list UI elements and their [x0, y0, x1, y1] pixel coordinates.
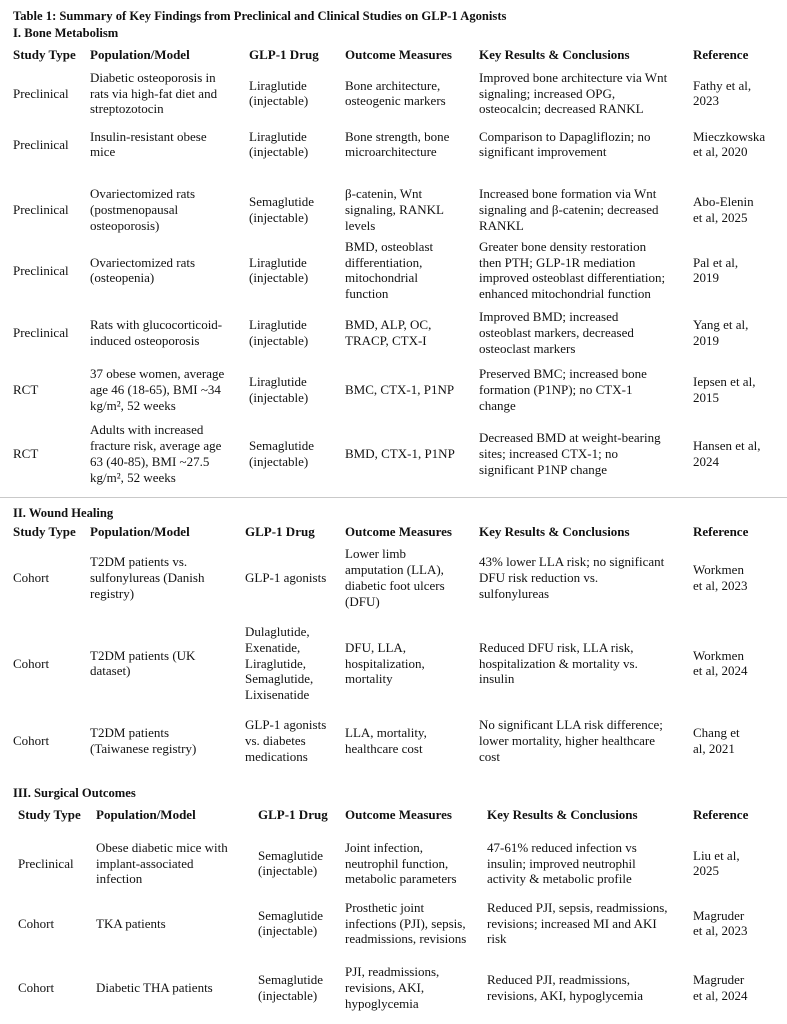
cell-results — [487, 972, 643, 1004]
cell-line: infections (PJI), sepsis, — [345, 915, 466, 931]
cell-line: mitochondrial — [345, 270, 418, 286]
cell-line: vs. diabetes — [245, 733, 306, 749]
cell-line: sites; increased CTX-1; no — [479, 446, 618, 462]
cell-population — [90, 255, 195, 287]
cell-population — [90, 70, 217, 117]
column-header-reference: Reference — [693, 47, 749, 62]
cell-line: Semaglutide — [258, 907, 323, 923]
cell-reference — [693, 438, 761, 470]
cell-drug — [249, 129, 308, 161]
cell-line: Semaglutide, — [245, 671, 314, 687]
cell-reference — [693, 648, 748, 680]
cell-line: Abo-Elenin — [693, 194, 754, 210]
cell-line: Mieczkowska — [693, 128, 766, 144]
cell-line: DFU risk reduction vs. — [479, 570, 599, 586]
cell-line: revisions, AKI, hypoglycemia — [487, 987, 643, 1003]
column-header-outcomes: Outcome Measures — [345, 807, 452, 822]
cell-line: (injectable) — [249, 144, 309, 160]
cell-line: Liraglutide — [249, 374, 307, 390]
cell-line: Dulaglutide, — [245, 624, 310, 639]
cell-outcomes — [345, 446, 455, 462]
cell-reference — [693, 78, 751, 110]
cell-line: neutrophil function, — [345, 855, 449, 871]
cell-line: Fathy et al, — [693, 77, 752, 93]
cell-drug — [245, 570, 326, 586]
cell-line: 2019 — [693, 270, 719, 286]
cell-study-type — [13, 733, 49, 749]
cell-line: Pal et al, — [693, 254, 739, 270]
cell-population — [96, 840, 228, 887]
column-header-population: Population/Model — [96, 807, 196, 822]
cell-outcomes — [345, 78, 446, 110]
cell-reference — [693, 562, 748, 594]
cell-line: Chang et — [693, 725, 740, 741]
cell-line: et al, 2020 — [693, 144, 748, 160]
cell-line: Cohort — [13, 733, 50, 749]
cell-line: Liraglutide, — [245, 655, 307, 671]
cell-line: Comparison to Dapagliflozin; no — [479, 128, 651, 144]
cell-line: osteoporosis) — [90, 217, 160, 233]
cell-line: Preclinical — [13, 136, 69, 152]
cell-line: 2015 — [693, 389, 719, 405]
cell-study-type — [13, 202, 69, 218]
cell-line: activity & metabolic profile — [487, 871, 632, 887]
cell-line: Liraglutide — [249, 317, 307, 333]
cell-line: sulfonylureas — [479, 585, 550, 601]
cell-study-type — [13, 325, 69, 341]
cell-line: Liraglutide — [249, 77, 307, 93]
cell-line: rats via high-fat diet and — [90, 85, 218, 101]
cell-line: Semaglutide — [249, 194, 314, 210]
cell-line: function — [345, 286, 389, 302]
column-header-drug: GLP-1 Drug — [249, 47, 319, 62]
column-header-study-type: Study Type — [18, 807, 81, 822]
cell-line: BMD, CTX-1, P1NP — [345, 446, 455, 462]
cell-line: et al, 2023 — [693, 923, 748, 939]
cell-line: (injectable) — [258, 987, 318, 1003]
cell-line: T2DM patients vs. — [90, 554, 188, 570]
cell-line: TKA patients — [96, 915, 166, 931]
cell-line: Liu et al, — [693, 847, 740, 863]
cell-results — [479, 717, 663, 764]
cell-results — [487, 900, 668, 947]
cell-drug — [245, 717, 326, 764]
cell-line: (osteopenia) — [90, 270, 155, 286]
cell-line: (injectable) — [249, 389, 309, 405]
cell-line: 63 (40-85), BMI ~27.5 — [90, 453, 210, 469]
cell-line: Liraglutide — [249, 128, 307, 144]
cell-line: Reduced PJI, readmissions, — [487, 972, 630, 988]
cell-drug — [249, 255, 308, 287]
cell-line: 43% lower LLA risk; no significant — [479, 554, 665, 570]
cell-line: Cohort — [13, 655, 50, 671]
cell-line: signaling, RANKL — [345, 202, 444, 218]
cell-line: age 46 (18-65), BMI ~34 — [90, 382, 221, 398]
cell-population — [96, 980, 213, 996]
cell-line: Rats with glucocorticoid- — [90, 317, 223, 333]
cell-line: diabetic foot ulcers — [345, 577, 445, 593]
cell-population — [90, 186, 195, 233]
cell-line: No significant LLA risk difference; — [479, 717, 663, 733]
cell-line: osteoblast markers, decreased — [479, 325, 634, 341]
cell-line: Diabetic THA patients — [96, 980, 213, 996]
cell-population — [90, 129, 207, 161]
cell-drug — [249, 317, 308, 349]
cell-line: Preclinical — [18, 855, 74, 871]
cell-line: Obese diabetic mice with — [96, 839, 228, 855]
cell-line: 2019 — [693, 332, 719, 348]
cell-study-type — [18, 980, 54, 996]
cell-line: hypoglycemia — [345, 995, 419, 1011]
cell-line: medications — [245, 748, 308, 764]
cell-line: microarchitecture — [345, 144, 437, 160]
cell-line: Reduced DFU risk, LLA risk, — [479, 639, 634, 655]
cell-line: cost — [479, 748, 500, 764]
cell-study-type — [13, 446, 38, 462]
cell-line: Greater bone density restoration — [479, 238, 647, 254]
cell-line: significant P1NP change — [479, 461, 608, 477]
cell-line: Semaglutide — [258, 847, 323, 863]
cell-line: Joint infection, — [345, 839, 423, 855]
cell-line: (injectable) — [249, 209, 309, 225]
cell-line: Workmen — [693, 562, 744, 578]
cell-line: Workmen — [693, 647, 744, 663]
cell-line: Cohort — [13, 570, 50, 586]
cell-drug — [249, 78, 308, 110]
cell-study-type — [13, 86, 69, 102]
cell-line: levels — [345, 217, 376, 233]
cell-outcomes — [345, 725, 427, 757]
cell-results — [479, 129, 651, 161]
cell-population — [90, 554, 204, 601]
column-header-population: Population/Model — [90, 524, 190, 539]
cell-line: hospitalization & mortality vs. — [479, 655, 638, 671]
cell-line: Bone strength, bone — [345, 128, 450, 144]
cell-line: readmissions, revisions — [345, 931, 467, 947]
cell-reference — [693, 317, 748, 349]
cell-line: fracture risk, average age — [90, 438, 222, 454]
column-header-outcomes: Outcome Measures — [345, 524, 452, 539]
cell-population — [90, 366, 224, 413]
cell-line: (injectable) — [249, 93, 309, 109]
cell-line: Magruder — [693, 907, 745, 923]
cell-population — [90, 648, 195, 680]
cell-line: LLA, mortality, — [345, 725, 427, 741]
cell-drug — [245, 624, 313, 703]
cell-line: mortality — [345, 671, 393, 687]
cell-outcomes — [345, 317, 431, 349]
cell-line: kg/m², 52 weeks — [90, 469, 176, 485]
cell-line: TRACP, CTX-I — [345, 332, 427, 348]
cell-study-type — [18, 916, 54, 932]
column-header-results: Key Results & Conclusions — [479, 47, 630, 62]
cell-line: then PTH; GLP-1R mediation — [479, 254, 636, 270]
cell-line: enhanced mitochondrial function — [479, 286, 651, 302]
column-header-drug: GLP-1 Drug — [245, 524, 315, 539]
cell-line: Exenatide, — [245, 639, 301, 655]
cell-study-type — [13, 656, 49, 672]
cell-line: et al, 2025 — [693, 209, 748, 225]
cell-drug — [249, 374, 308, 406]
column-header-drug: GLP-1 Drug — [258, 807, 328, 822]
column-header-population: Population/Model — [90, 47, 190, 62]
cell-line: RANKL — [479, 217, 524, 233]
cell-line: et al, 2024 — [693, 663, 748, 679]
cell-results — [479, 239, 665, 302]
cell-line: al, 2021 — [693, 740, 735, 756]
cell-line: Reduced PJI, sepsis, readmissions, — [487, 899, 668, 915]
cell-line: Adults with increased — [90, 422, 204, 438]
cell-line: sulfonylureas (Danish — [90, 570, 205, 586]
cell-line: amputation (LLA), — [345, 562, 444, 578]
cell-line: signaling and β-catenin; decreased — [479, 202, 659, 218]
cell-drug — [258, 972, 323, 1004]
cell-outcomes — [345, 129, 449, 161]
section-title: III. Surgical Outcomes — [13, 786, 136, 800]
cell-outcomes — [345, 239, 433, 302]
cell-line: Semaglutide — [249, 438, 314, 454]
cell-line: implant-associated — [96, 855, 194, 871]
cell-line: Preserved BMC; increased bone — [479, 366, 647, 382]
column-header-outcomes: Outcome Measures — [345, 47, 452, 62]
cell-line: (injectable) — [249, 453, 309, 469]
cell-line: formation (P1NP); no CTX-1 — [479, 382, 633, 398]
cell-study-type — [13, 263, 69, 279]
cell-population — [90, 725, 196, 757]
cell-line: infection — [96, 871, 143, 887]
cell-line: PJI, readmissions, — [345, 964, 440, 980]
cell-line: T2DM patients (UK — [90, 647, 196, 663]
cell-line: osteocalcin; decreased RANKL — [479, 101, 644, 117]
column-header-reference: Reference — [693, 807, 749, 822]
cell-outcomes — [345, 186, 444, 233]
cell-line: Yang et al, — [693, 317, 749, 333]
cell-line: (injectable) — [258, 923, 318, 939]
cell-line: insulin; improved neutrophil — [487, 855, 636, 871]
cell-line: Increased bone formation via Wnt — [479, 186, 657, 202]
cell-line: differentiation, — [345, 254, 423, 270]
cell-drug — [258, 848, 323, 880]
cell-line: dataset) — [90, 663, 131, 679]
cell-line: RCT — [13, 446, 39, 462]
cell-line: risk — [487, 931, 507, 947]
cell-line: change — [479, 397, 516, 413]
cell-line: 2023 — [693, 93, 719, 109]
cell-line: mice — [90, 144, 116, 160]
cell-line: (postmenopausal — [90, 202, 179, 218]
cell-study-type — [13, 570, 49, 586]
cell-line: significant improvement — [479, 144, 607, 160]
section-divider — [0, 497, 787, 498]
cell-reference — [693, 908, 748, 940]
cell-line: induced osteoporosis — [90, 332, 200, 348]
cell-outcomes — [345, 900, 466, 947]
cell-line: Insulin-resistant obese — [90, 128, 207, 144]
cell-line: Lixisenatide — [245, 687, 310, 703]
cell-outcomes — [345, 546, 445, 609]
column-header-results: Key Results & Conclusions — [479, 524, 630, 539]
cell-drug — [258, 908, 323, 940]
cell-reference — [693, 255, 738, 287]
cell-line: RCT — [13, 382, 39, 398]
cell-outcomes — [345, 382, 454, 398]
cell-results — [479, 366, 647, 413]
cell-line: revisions, AKI, — [345, 980, 425, 996]
cell-line: hospitalization, — [345, 655, 425, 671]
cell-line: BMC, CTX-1, P1NP — [345, 382, 455, 398]
cell-line: osteoclast markers — [479, 340, 576, 356]
cell-reference — [693, 374, 755, 406]
cell-line: Improved bone architecture via Wnt — [479, 69, 668, 85]
cell-line: Preclinical — [13, 85, 69, 101]
cell-line: BMD, ALP, OC, — [345, 317, 432, 333]
cell-population — [96, 916, 166, 932]
cell-line: registry) — [90, 585, 135, 601]
cell-line: revisions; increased MI and AKI — [487, 915, 657, 931]
cell-results — [479, 186, 659, 233]
cell-line: (injectable) — [249, 332, 309, 348]
cell-line: Liraglutide — [249, 254, 307, 270]
section-title: II. Wound Healing — [13, 506, 114, 520]
cell-results — [479, 640, 638, 687]
cell-line: kg/m², 52 weeks — [90, 397, 176, 413]
cell-drug — [249, 438, 314, 470]
cell-line: signaling; increased OPG, — [479, 85, 616, 101]
cell-line: improved osteoblast differentiation; — [479, 270, 666, 286]
cell-line: insulin — [479, 671, 515, 687]
cell-line: Bone architecture, — [345, 77, 441, 93]
cell-study-type — [13, 137, 69, 153]
cell-line: healthcare cost — [345, 740, 423, 756]
cell-line: 2025 — [693, 863, 719, 879]
cell-line: Preclinical — [13, 202, 69, 218]
cell-line: osteogenic markers — [345, 93, 446, 109]
cell-line: Preclinical — [13, 325, 69, 341]
cell-line: Preclinical — [13, 262, 69, 278]
cell-line: et al, 2024 — [693, 987, 748, 1003]
cell-line: Decreased BMD at weight-bearing — [479, 430, 661, 446]
cell-drug — [249, 194, 314, 226]
cell-reference — [693, 194, 754, 226]
cell-line: Lower limb — [345, 546, 407, 562]
cell-results — [479, 309, 634, 356]
cell-results — [479, 554, 664, 601]
cell-population — [90, 422, 221, 485]
cell-line: (injectable) — [249, 270, 309, 286]
cell-reference — [693, 848, 740, 880]
cell-study-type — [18, 856, 74, 872]
cell-reference — [693, 129, 765, 161]
cell-line: Iepsen et al, — [693, 374, 756, 390]
cell-line: (DFU) — [345, 593, 380, 609]
cell-line: Ovariectomized rats — [90, 254, 196, 270]
cell-line: β-catenin, Wnt — [345, 186, 423, 202]
cell-reference — [693, 725, 740, 757]
cell-line: Semaglutide — [258, 972, 323, 988]
cell-line: (Taiwanese registry) — [90, 740, 197, 756]
cell-line: T2DM patients — [90, 725, 170, 741]
cell-results — [487, 840, 637, 887]
section-title: I. Bone Metabolism — [13, 26, 119, 40]
cell-reference — [693, 972, 748, 1004]
cell-population — [90, 317, 222, 349]
cell-line: Diabetic osteoporosis in — [90, 69, 216, 85]
cell-outcomes — [345, 640, 425, 687]
cell-line: Cohort — [18, 980, 55, 996]
cell-study-type — [13, 382, 38, 398]
cell-line: 37 obese women, average — [90, 366, 225, 382]
cell-line: BMD, osteoblast — [345, 238, 434, 254]
cell-line: GLP-1 agonists — [245, 717, 327, 733]
cell-line: streptozotocin — [90, 101, 164, 117]
cell-line: Ovariectomized rats — [90, 186, 196, 202]
cell-line: Improved BMD; increased — [479, 309, 619, 325]
cell-line: metabolic parameters — [345, 871, 457, 887]
column-header-results: Key Results & Conclusions — [487, 807, 638, 822]
column-header-study-type: Study Type — [13, 524, 76, 539]
cell-line: Cohort — [18, 915, 55, 931]
cell-line: Prosthetic joint — [345, 899, 425, 915]
cell-line: (injectable) — [258, 863, 318, 879]
cell-line: et al, 2023 — [693, 577, 748, 593]
column-header-reference: Reference — [693, 524, 749, 539]
column-header-study-type: Study Type — [13, 47, 76, 62]
cell-outcomes — [345, 964, 439, 1011]
cell-line: 47-61% reduced infection vs — [487, 839, 637, 855]
cell-line: GLP-1 agonists — [245, 570, 327, 586]
cell-line: DFU, LLA, — [345, 639, 407, 655]
cell-line: lower mortality, higher healthcare — [479, 733, 656, 749]
cell-line: Hansen et al, — [693, 438, 761, 454]
cell-line: Magruder — [693, 972, 745, 988]
table-caption: Table 1: Summary of Key Findings from Preclinical and Clinical Studies on GLP-1 Agonists — [13, 9, 507, 23]
cell-outcomes — [345, 840, 457, 887]
cell-line: 2024 — [693, 453, 719, 469]
cell-results — [479, 430, 661, 477]
cell-results — [479, 70, 667, 117]
